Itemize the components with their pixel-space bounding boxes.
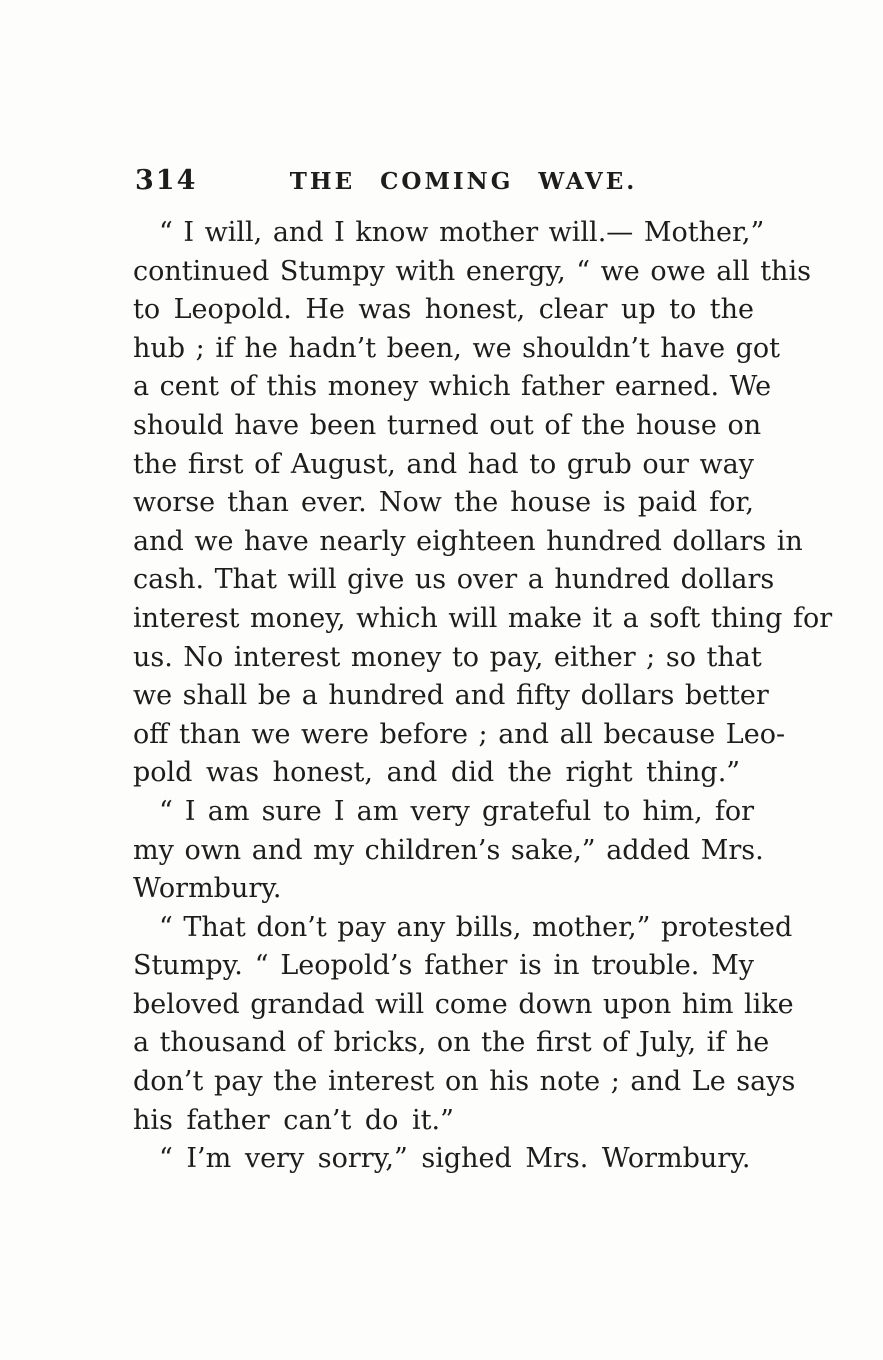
paragraph <box>133 214 833 793</box>
text-line: off than we were before ; and all because Leo- <box>133 718 786 750</box>
text-line: and we have nearly eighteen hundred dollars in <box>133 525 803 557</box>
text-line: a thousand of bricks, on the first of July, if he <box>133 1027 770 1059</box>
text-line: we shall be a hundred and fifty dollars better <box>133 680 769 712</box>
text-line: a cent of this money which father earned. We <box>133 371 772 403</box>
text-line: worse than ever. Now the house is paid for, <box>133 487 754 519</box>
text-line: to Leopold. He was honest, clear up to the <box>133 294 754 326</box>
text-line: the first of August, and had to grub our way <box>133 448 754 480</box>
page-body <box>133 214 833 1179</box>
text-line: should have been turned out of the house on <box>133 409 762 441</box>
text-line: interest money, which will make it a soft thing for <box>133 602 833 634</box>
text-line: “ I am sure I am very grateful to him, for <box>159 795 754 827</box>
text-line: continued Stumpy with energy, “ we owe all this <box>133 255 811 287</box>
paragraph <box>133 793 764 909</box>
text-line: hub ; if he hadn’t been, we shouldn’t have got <box>133 332 781 364</box>
text-line: Stumpy. “ Leopold’s father is in trouble. My <box>133 950 754 982</box>
text-line: his father can’t do it.” <box>133 1104 454 1136</box>
page-number: 314 <box>135 165 198 196</box>
text-line: pold was honest, and did the right thing.” <box>133 757 741 789</box>
text-line: “ I will, and I know mother will.— Mother,” <box>159 217 765 248</box>
paragraph <box>133 1140 754 1179</box>
text-line: us. No interest money to pay, either ; so that <box>133 641 762 673</box>
text-line: beloved grandad will come down upon him like <box>133 988 794 1020</box>
text-line: cash. That will give us over a hundred dollars <box>133 564 775 596</box>
paragraph <box>133 909 796 1141</box>
text-line: my own and my children’s sake,” added Mrs. <box>133 834 764 866</box>
text-line: “ I’m very sorry,” sighed Mrs. Wormbury. <box>159 1143 751 1175</box>
text-line: don’t pay the interest on his note ; and Le says <box>133 1066 796 1098</box>
text-line: “ That don’t pay any bills, mother,” protested <box>159 911 793 943</box>
page-header <box>133 166 754 200</box>
text-line: Wormbury. <box>133 873 282 905</box>
running-title: THE COMING WAVE. <box>289 168 638 195</box>
